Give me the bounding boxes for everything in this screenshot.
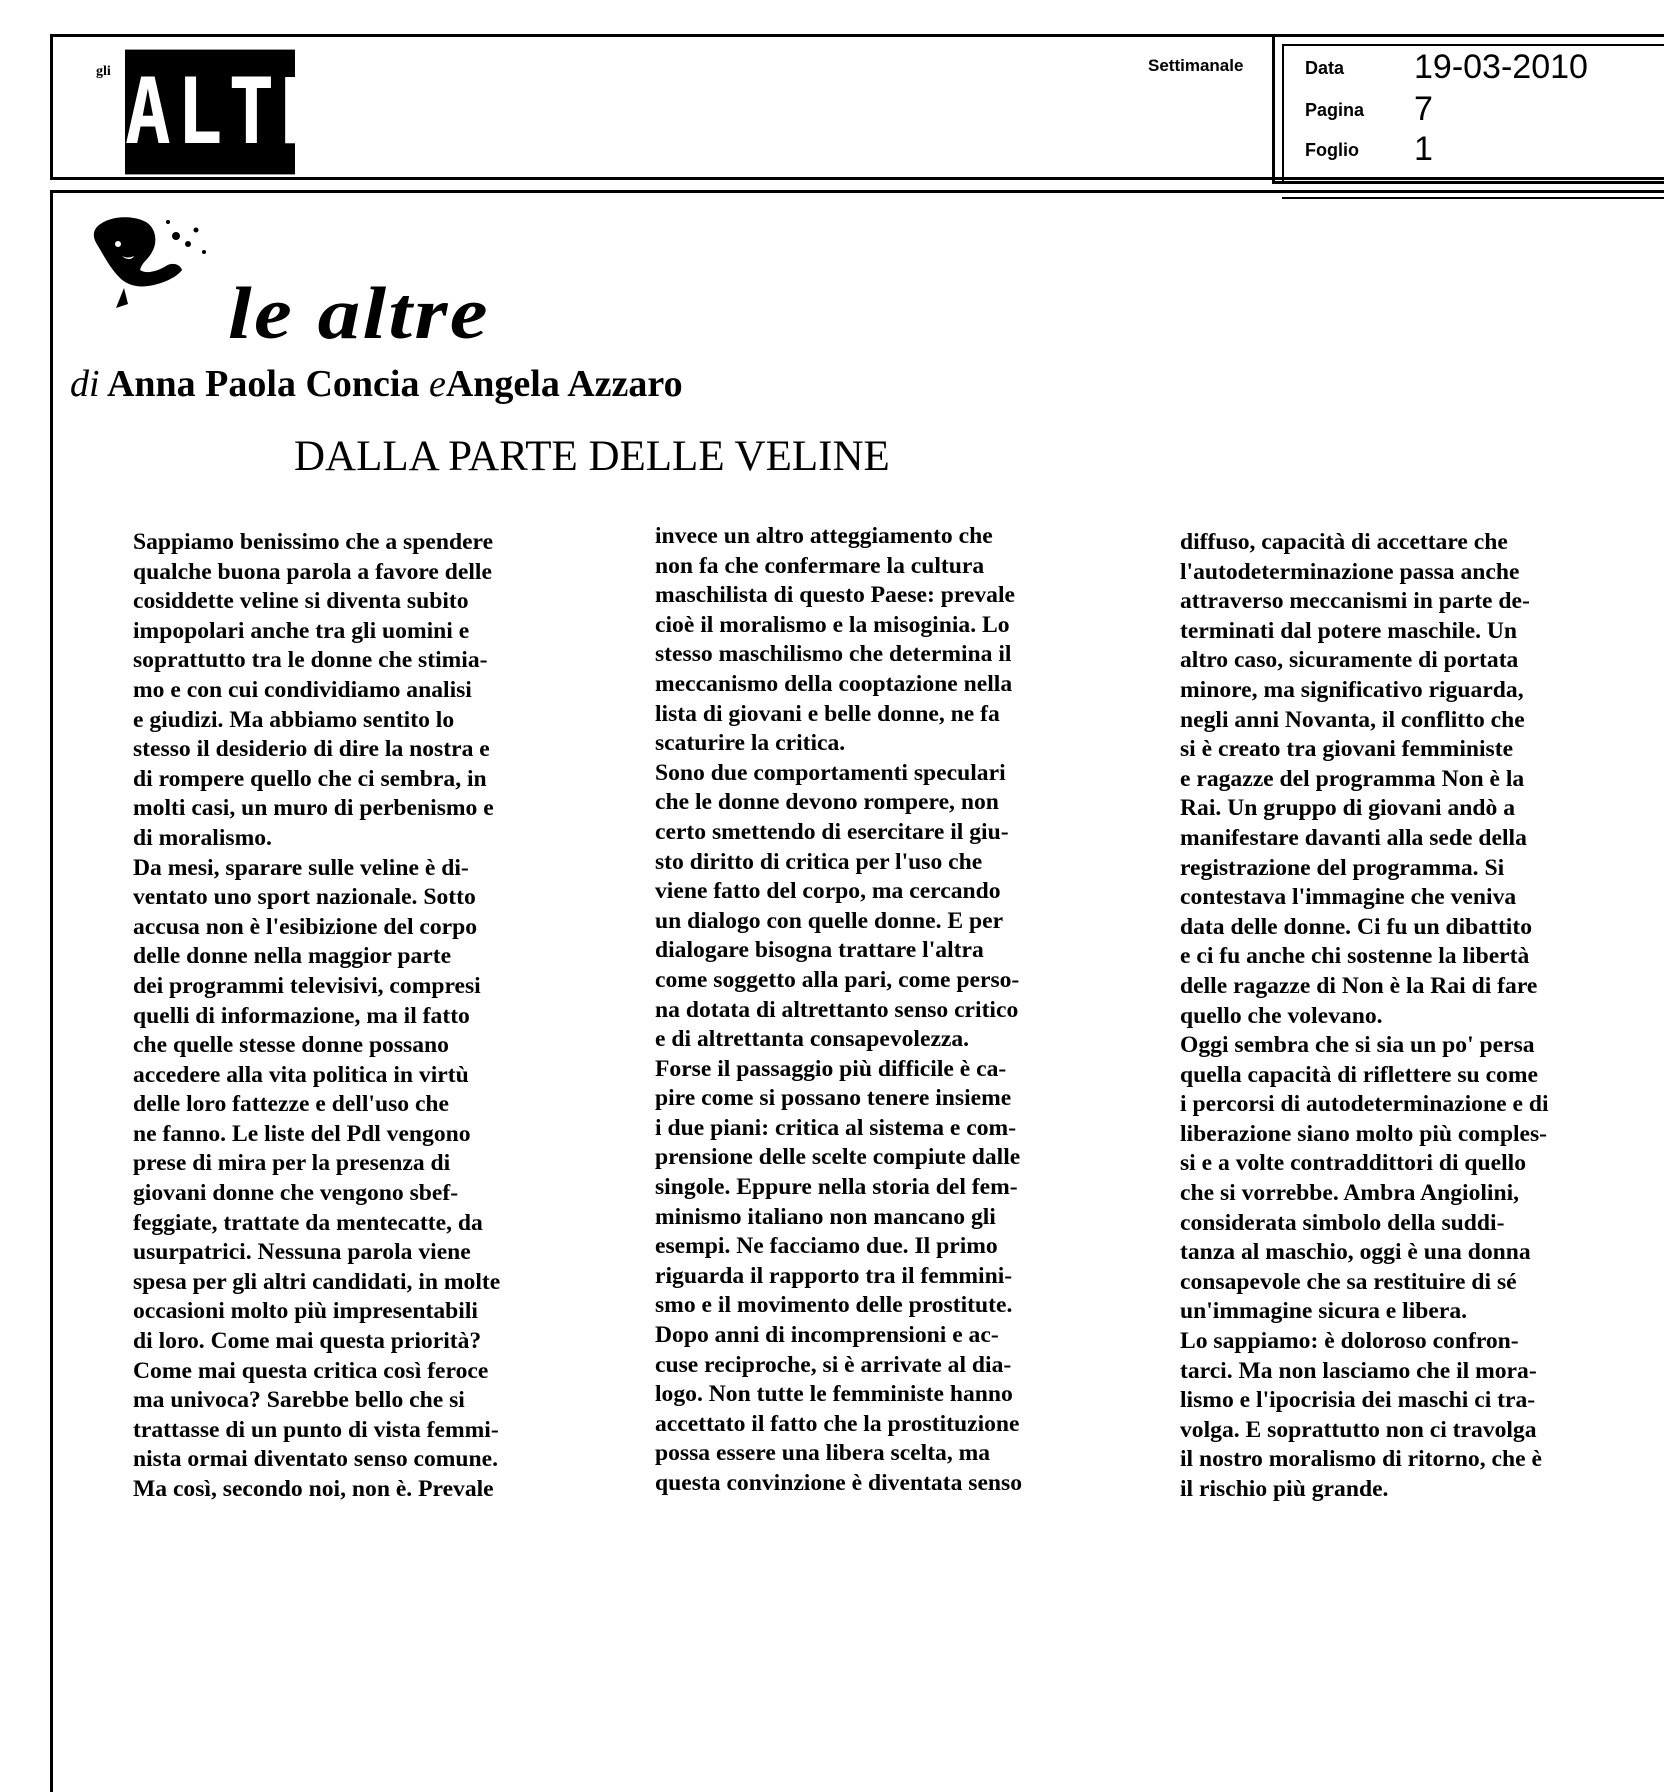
- article-line: nista ormai diventato senso comune.: [133, 1446, 499, 1473]
- article-line: dei programmi televisivi, compresi: [133, 972, 481, 999]
- author-1: Anna Paola Concia: [106, 363, 420, 405]
- article-line: Da mesi, sparare sulle veline è di-: [133, 854, 469, 881]
- article-line: stesso il desiderio di dire la nostra e: [133, 736, 490, 763]
- article-line: quelli di informazione, ma il fatto: [133, 1002, 470, 1029]
- article-line: consapevole che sa restituire di sé: [1180, 1268, 1517, 1295]
- article-line: che le donne devono rompere, non: [655, 789, 999, 816]
- article-line: esempi. Ne facciamo due. Il primo: [655, 1233, 998, 1260]
- article-line: certo smettendo di esercitare il giu-: [655, 818, 1009, 845]
- article-line: un'immagine sicura e libera.: [1180, 1298, 1468, 1325]
- article-line: prensione delle scelte compiute dalle: [655, 1144, 1021, 1171]
- article-line: quello che volevano.: [1180, 1002, 1383, 1029]
- article-line: volga. E soprattutto non ci travolga: [1180, 1416, 1537, 1443]
- article-line: mo e con cui condividiamo analisi: [133, 676, 472, 703]
- article-line: Dopo anni di incomprensioni e ac-: [655, 1322, 999, 1349]
- article-line: trattasse di un punto di vista femmi-: [133, 1416, 499, 1443]
- article-line: possa essere una libera scelta, ma: [655, 1440, 991, 1467]
- article-line: che quelle stesse donne possano: [133, 1032, 449, 1059]
- article-line: di moralismo.: [133, 824, 272, 851]
- article-line: na dotata di altrettanto senso critico: [655, 996, 1019, 1023]
- article-line: e ragazze del programma Non è la: [1180, 765, 1525, 792]
- article-line: smo e il movimento delle prostitute.: [655, 1292, 1013, 1319]
- meta-date-label: Data: [1305, 58, 1345, 78]
- article-line: pire come si possano tenere insieme: [655, 1085, 1012, 1112]
- article-line: meccanismo della cooptazione nella: [655, 670, 1013, 697]
- article-line: usurpatrici. Nessuna parola viene: [133, 1239, 471, 1266]
- article-line: di loro. Come mai questa priorità?: [133, 1328, 482, 1355]
- article-line: Oggi sembra che si sia un po' persa: [1180, 1032, 1535, 1059]
- article-line: questa convinzione è diventata senso: [655, 1470, 1023, 1496]
- article-line: lista di giovani e belle donne, ne fa: [655, 700, 1000, 727]
- article-line: e di altrettanta consapevolezza.: [655, 1026, 970, 1053]
- article-line: e ci fu anche chi sostenne la libertà: [1180, 943, 1530, 970]
- article-line: minore, ma significativo riguarda,: [1180, 676, 1524, 703]
- article-line: sto diritto di critica per l'uso che: [655, 848, 983, 875]
- article-line: lismo e l'ipocrisia dei maschi ci tra-: [1180, 1387, 1536, 1414]
- article-line: diffuso, capacità di accettare che: [1180, 529, 1508, 555]
- article-line: considerata simbolo della suddi-: [1180, 1209, 1505, 1236]
- article-line: liberazione siano molto più comples-: [1180, 1120, 1548, 1147]
- article-line: feggiate, trattate da mentecatte, da: [133, 1209, 483, 1236]
- article-line: contestava l'immagine che veniva: [1180, 884, 1517, 911]
- article-line: data delle donne. Ci fu un dibattito: [1180, 913, 1533, 940]
- byline-prefix: di: [70, 363, 100, 405]
- article-line: accedere alla vita politica in virtù: [133, 1061, 469, 1088]
- article-line: impopolari anche tra gli uomini e: [133, 617, 470, 644]
- article-line: maschilista di questo Paese: prevale: [655, 582, 1016, 609]
- article-line: si e a volte contraddittori di quello: [1180, 1150, 1527, 1177]
- article-line: prese di mira per la presenza di: [133, 1150, 451, 1177]
- article-top-rule: [1282, 197, 1664, 199]
- article-line: tanza al maschio, oggi è una donna: [1180, 1239, 1531, 1266]
- byline-join: e: [428, 363, 446, 405]
- article-line: soprattutto tra le donne che stimia-: [133, 647, 488, 674]
- article-line: cioè il moralismo e la misoginia. Lo: [655, 611, 1010, 638]
- article-line: un dialogo con quelle donne. E per: [655, 907, 1004, 934]
- article-line: attraverso meccanismi in parte de-: [1180, 588, 1530, 615]
- article-line: terminati dal potere maschile. Un: [1180, 617, 1518, 644]
- article-line: accettato il fatto che la prostituzione: [655, 1410, 1020, 1437]
- article-column-2: [655, 522, 1115, 1499]
- masthead-logo: ALTRI: [125, 50, 295, 175]
- meta-date-value: 19-03-2010: [1414, 48, 1588, 86]
- rubric-portrait-icon: [76, 208, 216, 318]
- article-line: delle donne nella maggior parte: [133, 943, 452, 970]
- article-line: Ma così, secondo noi, non è. Prevale: [133, 1476, 494, 1502]
- article-line: scaturire la critica.: [655, 730, 846, 757]
- periodicity-label: Settimanale: [1148, 56, 1244, 75]
- article-line: si è creato tra giovani femministe: [1180, 736, 1514, 763]
- article-line: Come mai questa critica così feroce: [133, 1357, 489, 1384]
- article-line: dialogare bisogna trattare l'altra: [655, 937, 984, 964]
- article-line: delle loro fattezze e dell'uso che: [133, 1091, 450, 1118]
- article-line: molti casi, un muro di perbenismo e: [133, 795, 494, 822]
- article-column-3: [1180, 528, 1640, 1505]
- byline: [70, 362, 683, 406]
- article-line: il nostro moralismo di ritorno, che è: [1180, 1446, 1542, 1473]
- article-line: qualche buona parola a favore delle: [133, 558, 492, 585]
- logo-prefix: gli: [96, 64, 111, 79]
- article-line: i percorsi di autodeterminazione e di: [1180, 1091, 1549, 1118]
- article-line: occasioni molto più impresentabili: [133, 1298, 478, 1325]
- article-line: i due piani: critica al sistema e com-: [655, 1114, 1017, 1141]
- article-line: di rompere quello che ci sembra, in: [133, 765, 487, 792]
- article-line: riguarda il rapporto tra il femmini-: [655, 1262, 1013, 1289]
- article-line: logo. Non tutte le femministe hanno: [655, 1381, 1013, 1408]
- article-line: ne fanno. Le liste del Pdl vengono: [133, 1120, 471, 1147]
- article-line: Sappiamo benissimo che a spendere: [133, 529, 494, 555]
- article-line: l'autodeterminazione passa anche: [1180, 558, 1520, 585]
- article-line: e giudizi. Ma abbiamo sentito lo: [133, 706, 455, 733]
- article-line: il rischio più grande.: [1180, 1476, 1389, 1502]
- article-line: cuse reciproche, si è arrivate al dia-: [655, 1351, 1012, 1378]
- article-line: viene fatto del corpo, ma cercando: [655, 878, 1001, 905]
- article-line: Lo sappiamo: è doloroso confron-: [1180, 1328, 1519, 1355]
- article-line: accusa non è l'esibizione del corpo: [133, 913, 478, 940]
- meta-sheet-label: Foglio: [1305, 140, 1359, 160]
- article-line: invece un altro atteggiamento che: [655, 523, 993, 549]
- article-line: altro caso, sicuramente di portata: [1180, 647, 1519, 674]
- article-line: delle ragazze di Non è la Rai di fare: [1180, 972, 1538, 999]
- article-line: singole. Eppure nella storia del fem-: [655, 1174, 1018, 1201]
- article-line: ma univoca? Sarebbe bello che si: [133, 1387, 465, 1414]
- article-line: manifestare davanti alla sede della: [1180, 824, 1527, 851]
- article-line: spesa per gli altri candidati, in molte: [133, 1268, 501, 1295]
- article-line: Sono due comportamenti speculari: [655, 759, 1006, 786]
- article-line: Forse il passaggio più difficile è ca-: [655, 1055, 1007, 1082]
- article-line: tarci. Ma non lasciamo che il mora-: [1180, 1357, 1537, 1384]
- article-line: come soggetto alla pari, come perso-: [655, 966, 1020, 993]
- article-line: giovani donne che vengono sbef-: [133, 1180, 459, 1207]
- article-line: Rai. Un gruppo di giovani andò a: [1180, 795, 1516, 822]
- column-rubric: le altre: [228, 273, 490, 355]
- headline: DALLA PARTE DELLE VELINE: [294, 433, 890, 480]
- author-2: Angela Azzaro: [445, 363, 683, 405]
- article-line: ventato uno sport nazionale. Sotto: [133, 884, 476, 911]
- article-line: quella capacità di riflettere su come: [1180, 1061, 1538, 1088]
- article-line: negli anni Novanta, il conflitto che: [1180, 706, 1525, 733]
- meta-sheet-value: 1: [1414, 130, 1433, 168]
- article-line: registrazione del programma. Si: [1180, 854, 1505, 881]
- article-line: cosiddette veline si diventa subito: [133, 588, 469, 615]
- article-line: non fa che confermare la cultura: [655, 552, 985, 579]
- article-line: stesso maschilismo che determina il: [655, 641, 1012, 668]
- article-line: che si vorrebbe. Ambra Angiolini,: [1180, 1180, 1520, 1207]
- article-line: minismo italiano non mancano gli: [655, 1203, 996, 1230]
- meta-page-label: Pagina: [1305, 100, 1365, 120]
- article-column-1: [133, 528, 593, 1505]
- meta-page-value: 7: [1414, 90, 1433, 128]
